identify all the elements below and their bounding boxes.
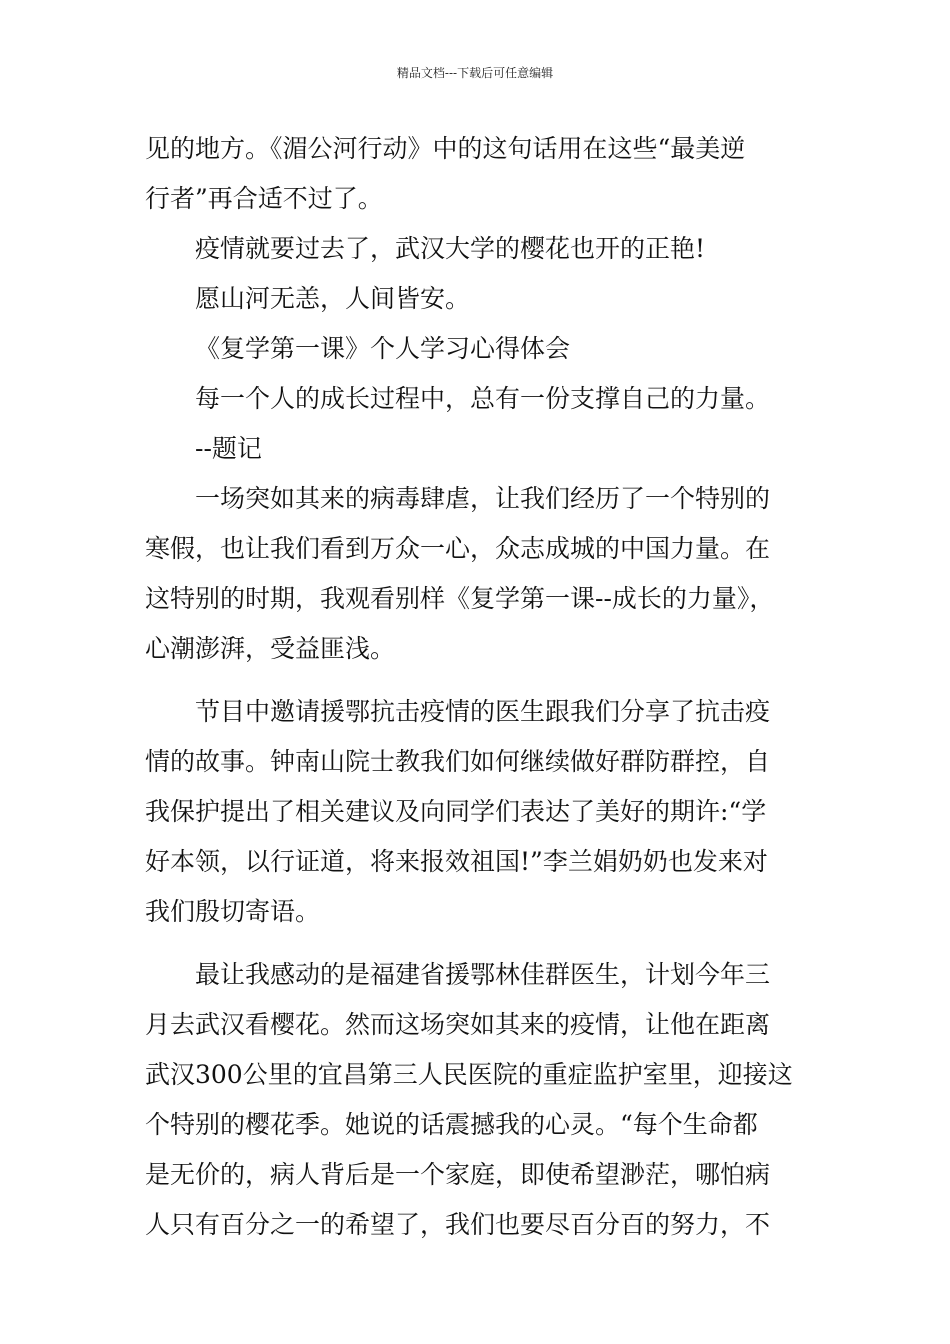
text-line: 武汉300公里的宜昌第三人民医院的重症监护室里，迎接这 [145, 1060, 793, 1089]
paragraph-gap [145, 674, 810, 687]
text-line: 最让我感动的是福建省援鄂林佳群医生，计划今年三 [195, 960, 771, 989]
paragraph [145, 687, 810, 937]
text-line: 人只有百分之一的希望了，我们也要尽百分百的努力，不 [145, 1210, 771, 1239]
text-line: 寒假，也让我们看到万众一心，众志成城的中国力量。在 [145, 534, 771, 563]
paragraph [145, 474, 810, 674]
paragraph [145, 950, 810, 1250]
text-line: 疫情就要过去了，武汉大学的樱花也开的正艳! [195, 234, 706, 263]
text-line: 是无价的，病人背后是一个家庭，即使希望渺茫，哪怕病 [145, 1160, 771, 1189]
epigraph-attribution [145, 424, 810, 474]
text-line: 好本领，以行证道，将来报效祖国!”李兰娟奶奶也发来对 [145, 847, 768, 876]
text-line: 行者”再合适不过了。 [145, 184, 383, 213]
epigraph [145, 374, 810, 424]
text-line: 月去武汉看樱花。然而这场突如其来的疫情，让他在距离 [145, 1010, 771, 1039]
text-line: 节目中邀请援鄂抗击疫情的医生跟我们分享了抗击疫 [195, 697, 771, 726]
text-line: 这特别的时期，我观看别样《复学第一课--成长的力量》， [145, 584, 775, 613]
page-header: 精品文档---下载后可任意编辑 [396, 66, 554, 80]
document-body [145, 124, 810, 1250]
text-line: 我们殷切寄语。 [145, 897, 321, 926]
text-line: 每一个人的成长过程中，总有一份支撑自己的力量。 [195, 384, 771, 413]
text-line: 个特别的樱花季。她说的话震撼我的心灵。“每个生命都 [145, 1110, 758, 1139]
text-line: 一场突如其来的病毒肆虐，让我们经历了一个特别的 [195, 484, 771, 513]
paragraph [145, 274, 810, 324]
paragraph [145, 124, 810, 224]
text-line: 《复学第一课》个人学习心得体会 [195, 334, 571, 363]
paragraph [145, 224, 810, 274]
text-line: 我保护提出了相关建议及向同学们表达了美好的期许:“学 [145, 797, 767, 826]
text-line: 情的故事。钟南山院士教我们如何继续做好群防群控，自 [145, 747, 771, 776]
text-line: --题记 [195, 434, 262, 463]
text-line: 见的地方。《湄公河行动》中的这句话用在这些“最美逆 [145, 134, 746, 163]
text-line: 愿山河无恙，人间皆安。 [195, 284, 471, 313]
text-line: 心潮澎湃，受益匪浅。 [145, 634, 396, 663]
section-title [145, 324, 810, 374]
paragraph-gap [145, 937, 810, 950]
